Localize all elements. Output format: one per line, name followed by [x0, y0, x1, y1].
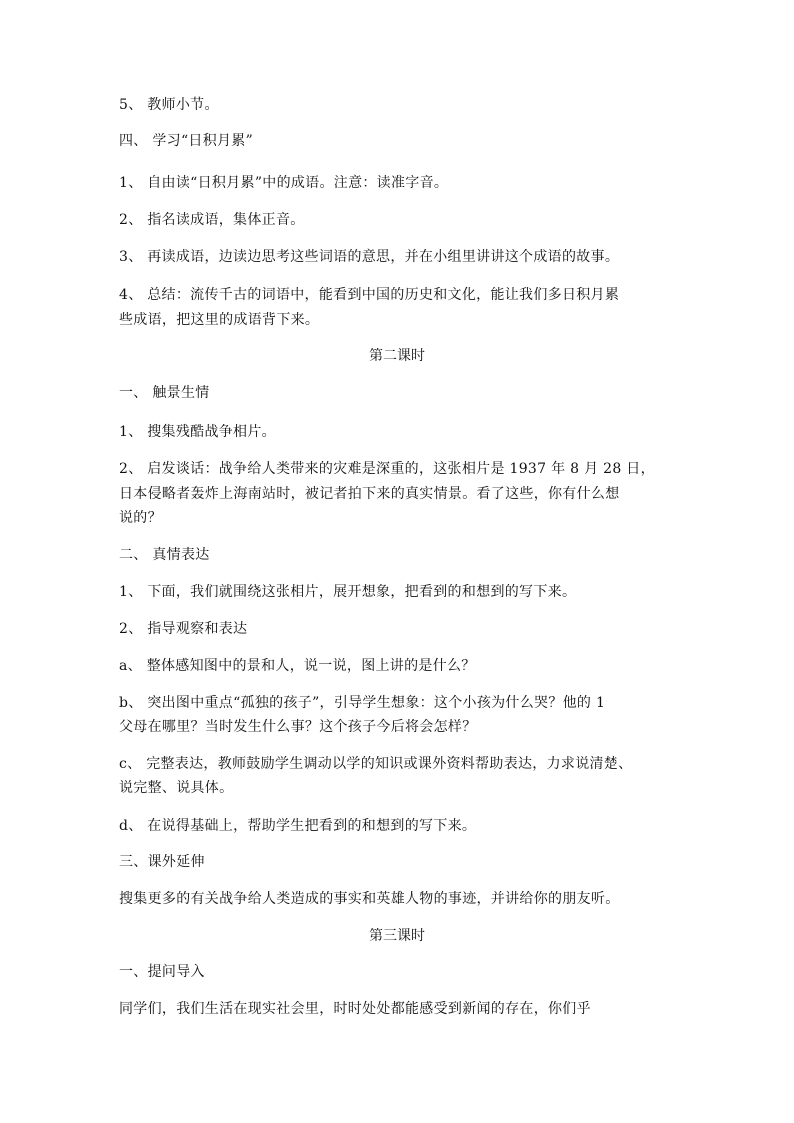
step-3-line: 3、 再读成语，边读边思考这些词语的意思，并在小组里讲讲这个成语的故事。 — [119, 249, 620, 265]
section-2-heading: 二、 真情表达 — [119, 547, 210, 563]
section2-step-1-line: 1、 下面，我们就围绕这张相片，展开想象，把看到的和想到的写下来。 — [119, 584, 577, 600]
lesson2-step-2-line: 2、 启发谈话：战争给人类带来的灾难是深重的，这张相片是 1937 年 8 月 28 日， — [119, 461, 655, 477]
lesson3-section-1-heading: 一、提问导入 — [119, 964, 205, 980]
section-1-heading: 一、 触景生情 — [119, 385, 210, 401]
section-3-heading: 三、课外延伸 — [119, 854, 205, 870]
item-c-line: c、 完整表达，教师鼓励学生调动以学的知识或课外资料帮助表达，力求说清楚、 — [119, 756, 633, 772]
step-4-line: 4、 总结：流传千古的词语中，能看到中国的历史和文化，能让我们多日积月累 — [119, 287, 620, 303]
step-1-line: 1、 自由读“日积月累”中的成语。注意：读准字音。 — [119, 175, 449, 191]
lesson2-step-2-line-2: 日本侵略者轰炸上海南站时，被记者拍下来的真实情景。看了这些，你有什么想 — [119, 486, 620, 502]
item-b-line-2: 父母在哪里？当时发生什么事？这个孩子今后将会怎样？ — [119, 719, 477, 735]
lesson2-step-2-line-3: 说的？ — [119, 510, 162, 526]
lesson-3-title: 第三课时 — [369, 928, 425, 944]
item-a-line: a、 整体感知图中的景和人，说一说，图上讲的是什么？ — [119, 658, 476, 674]
lesson-2-title: 第二课时 — [369, 348, 425, 364]
lesson2-step-1-line: 1、 搜集残酷战争相片。 — [119, 424, 276, 440]
item-b-line: b、 突出图中重点“孤独的孩子”，引导学生想象：这个小孩为什么哭？他的 1 — [119, 695, 606, 711]
step-2-line: 2、 指名读成语，集体正音。 — [119, 212, 305, 228]
section-4-heading: 四、 学习“日积月累” — [119, 133, 254, 149]
item-d-line: d、 在说得基础上，帮助学生把看到的和想到的写下来。 — [119, 818, 477, 834]
item-c-line-2: 说完整、说具体。 — [119, 780, 234, 796]
extension-paragraph: 搜集更多的有关战争给人类造成的事实和英雄人物的事迹，并讲给你的朋友听。 — [119, 891, 620, 907]
intro-paragraph: 同学们，我们生活在现实社会里，时时处处都能感受到新闻的存在，你们乎 — [119, 1001, 591, 1017]
section2-step-2-line: 2、 指导观察和表达 — [119, 621, 248, 637]
step-5-line: 5、 教师小节。 — [119, 97, 219, 113]
step-4-line-continued: 些成语，把这里的成语背下来。 — [119, 312, 320, 328]
